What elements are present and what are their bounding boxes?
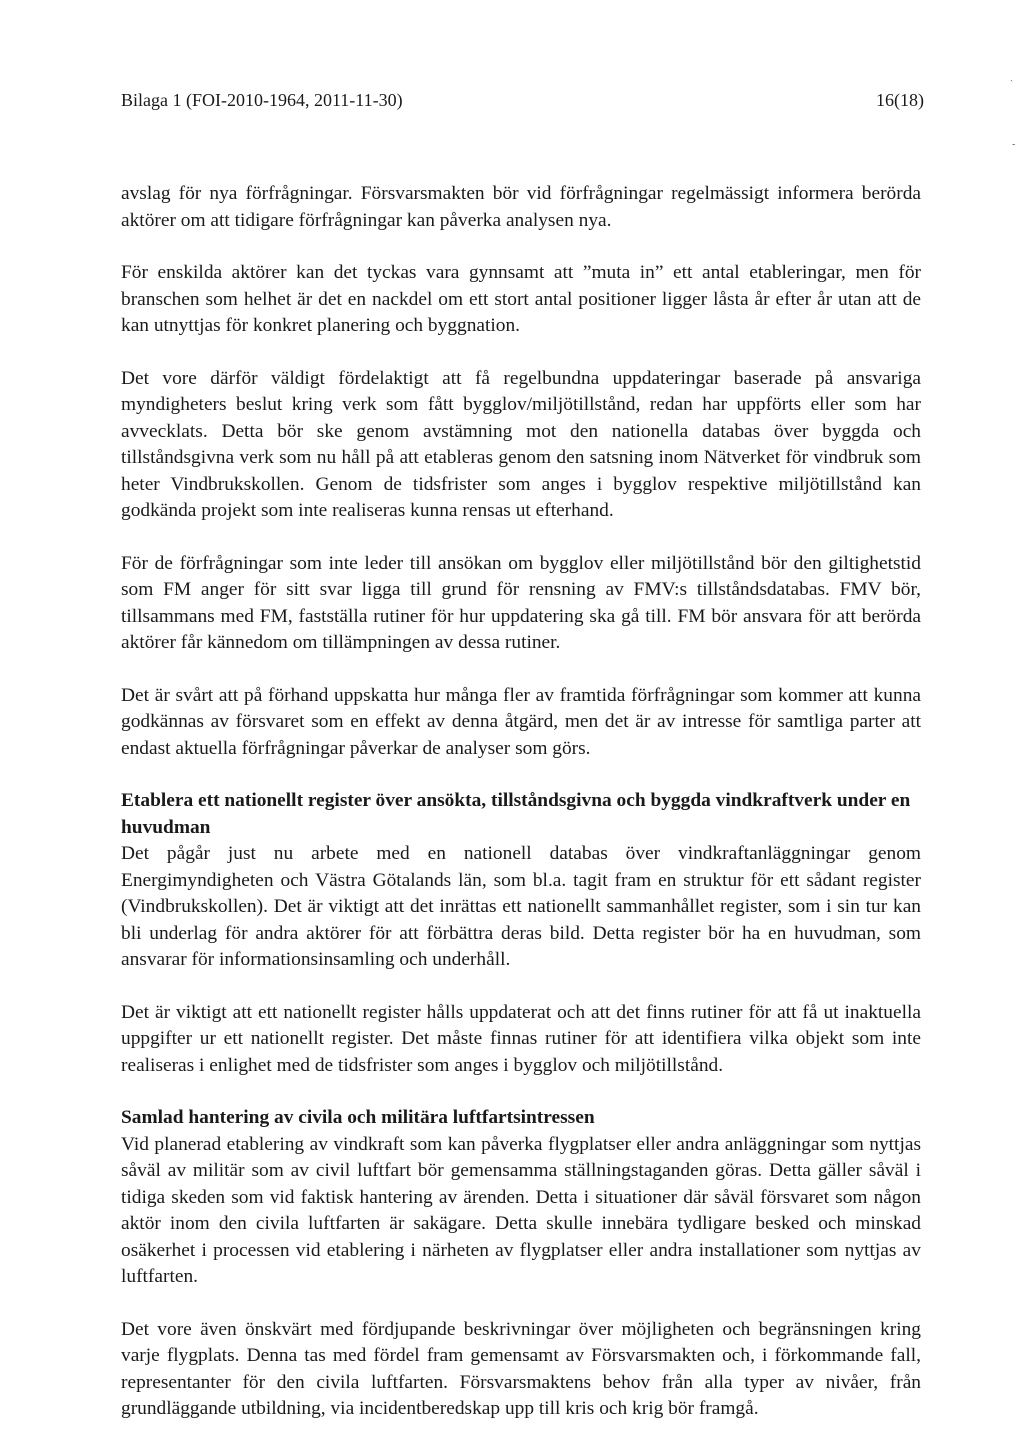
paragraph: Det är svårt att på förhand uppskatta hur många fler av framtida förfrågningar som kommer att kunna godkännas av försvaret som en effekt av denna åtgärd, men det är av intresse för samtliga parter att endast aktuella förfrågningar påverkar de analyser som görs. [121,684,921,759]
scan-speck-mark: - [1012,139,1016,150]
paragraph: Det vore även önskvärt med fördjupande beskrivningar över möjligheten och begränsningen kring varje flygplats. Denna tas med fördel fram gemensamt av Försvarsmakten och, i förkommande fall, representanter för den civila luftfarten. Försvarsmaktens behov från alla typer av nivåer, från grundläggande utbildning, via incidentberedskap upp till kris och krig bör framgå. [121,1318,921,1419]
paragraph: Det vore därför väldigt fördelaktigt att få regelbundna uppdateringar baserade på ansvariga myndigheters beslut kring verk som fått bygglov/miljötillstånd, redan har uppförts eller som har avvecklats. Detta bör ske genom avstämning mot den nationella databas över byggda och tillståndsgivna verk som nu håll på att etableras genom den satsning inom Nätverket för vindbruk som heter Vindbrukskollen. Genom de tidsfrister som anges i bygglov respektive miljötillstånd kan godkända projekt som inte realiseras kunna rensas ut efterhand. [121,367,921,521]
paragraph: Det pågår just nu arbete med en nationell databas över vindkraftanläggningar genom Energimyndigheten och Västra Götalands län, som bl.a. tagit fram en struktur för ett sådant register (Vindbrukskollen). Det är viktigt att det inrättas ett nationellt sammanhållet register, som i sin tur kan bli underlag för andra aktörer för att förbättra deras bild. Detta register bör ha en huvudman, som ansvarar för informationsinsamling och underhåll. [121,843,921,970]
paragraph: Vid planerad etablering av vindkraft som kan påverka flygplatser eller andra anläggningar som nyttjas såväl av militär som av civil luftfart bör gemensamma ställningstaganden göras. Detta gäller såväl i tidiga skeden som vid faktisk hantering av ärenden. Detta i situationer där såväl försvaret som någon aktör inom den civila luftfarten är sakägare. Detta skulle innebära tydligare besked och minskad osäkerhet i processen vid etablering i närheten av flygplatser eller andra installationer som nyttjas av luftfarten. [121,1133,921,1287]
paragraph: För enskilda aktörer kan det tyckas vara gynnsamt att ”muta in” ett antal etableringar, men för branschen som helhet är det en nackdel om ett stort antal positioner ligger låsta år efter år utan att de kan utnyttjas för konkret planering och byggnation. [121,262,921,336]
paragraph: Det är viktigt att ett nationellt register hålls uppdaterat och att det finns rutiner för att få ut inaktuella uppgifter ur ett nationellt register. Det måste finnas rutiner för att identifiera vilka objekt som inte realiseras i enlighet med de tidsfrister som anges i bygglov och miljötillstånd. [121,1001,921,1076]
page-number: 16(18) [876,90,924,110]
scan-speck-mark: ˎ [1010,71,1014,82]
paragraph: avslag för nya förfrågningar. Försvarsmakten bör vid förfrågningar regelmässigt informera berörda aktörer om att tidigare förfrågningar kan påverka analysen nya. [121,183,921,231]
document-body [121,181,921,1449]
document-reference: Bilaga 1 (FOI-2010-1964, 2011-11-30) [121,90,403,110]
section-heading: Samlad hantering av civila och militära luftfartsintressen [121,1107,595,1128]
page-header [121,88,924,112]
section-heading: Etablera ett nationellt register över ansökta, tillståndsgivna och byggda vindkraftverk under en huvudman [121,790,911,838]
paragraph: För de förfrågningar som inte leder till ansökan om bygglov eller miljötillstånd bör den giltighetstid som FM anger för sitt svar ligga till grund för rensning av FMV:s tillståndsdatabas. FMV bör, tillsammans med FM, fastställa rutiner för hur uppdatering ska gå till. FM bör ansvara för att berörda aktörer får kännedom om tillämpningen av dessa rutiner. [121,552,921,653]
